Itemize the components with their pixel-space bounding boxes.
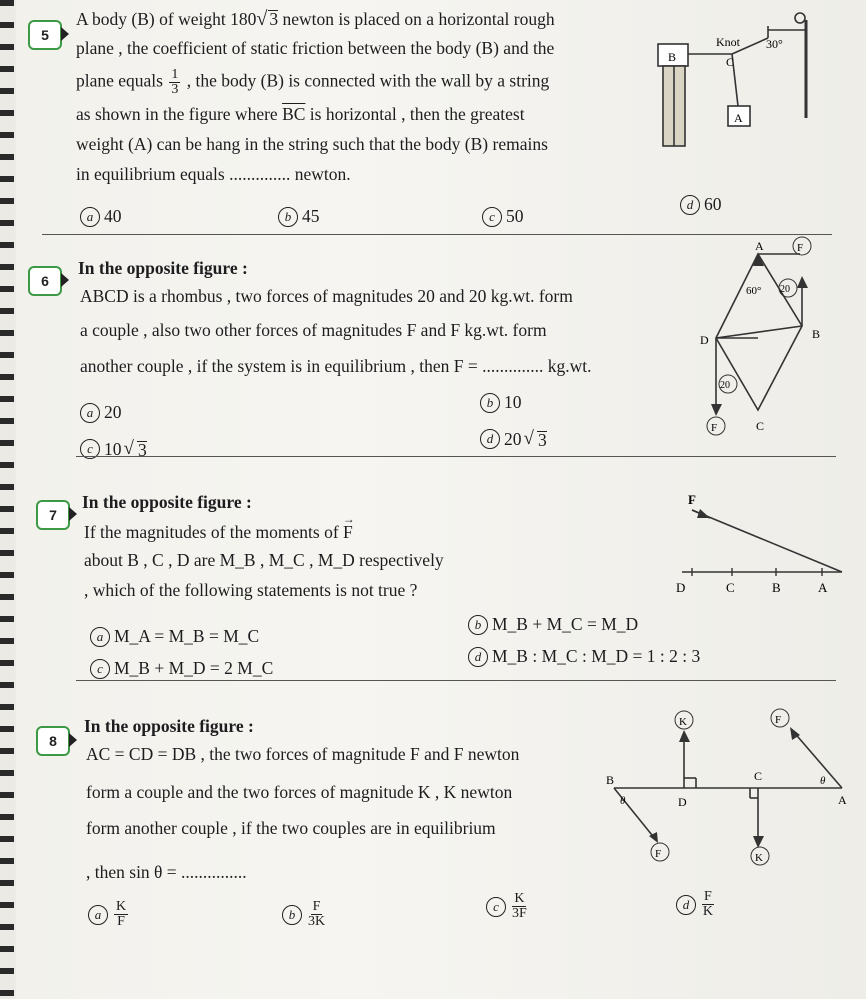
- q6-option-d[interactable]: d 20 √ 3: [480, 428, 547, 450]
- option-value: M_B + M_C = M_D: [492, 614, 639, 634]
- label-f-top: F: [797, 242, 804, 254]
- q8-line-3: form another couple , if the two couples are in equilibrium: [86, 818, 496, 838]
- label-20-top: 20: [780, 284, 790, 295]
- question-number-text: 6: [41, 273, 49, 289]
- option-value: 45: [302, 206, 320, 226]
- q6-line-1: ABCD is a rhombus , two forces of magnitudes 20 and 20 kg.wt. form: [80, 286, 573, 306]
- denominator: 3K: [308, 914, 326, 929]
- question-number-text: 5: [41, 27, 49, 43]
- q7-text: If the magnitudes of the moments of F: [84, 522, 353, 542]
- numerator: 1: [171, 67, 179, 82]
- option-letter: c: [482, 207, 502, 227]
- label-theta-right: θ: [820, 775, 826, 787]
- q8-line-2: form a couple and the two forces of magnitude K , K newton: [86, 782, 513, 802]
- q6-line-3: another couple , if the system is in equilibrium , then F = .............. kg.wt.: [80, 356, 592, 376]
- option-value: 40: [104, 206, 122, 226]
- numerator: K: [514, 891, 525, 906]
- option-letter: c: [80, 439, 100, 459]
- numerator: K: [116, 899, 127, 914]
- sqrt-value: 3: [269, 9, 279, 29]
- label-f-top: F: [775, 714, 782, 726]
- label-d: D: [700, 333, 709, 347]
- label-d: D: [676, 580, 686, 595]
- label-k-top: K: [679, 716, 687, 728]
- q5-text: as shown in the figure where: [76, 104, 283, 124]
- label-b: B: [812, 327, 821, 341]
- q8-line-1: AC = CD = DB , the two forces of magnitude F and F newton: [86, 744, 520, 764]
- option-value: M_B + M_D = 2 M_C: [114, 658, 274, 678]
- q6-option-c[interactable]: c 10 √ 3: [80, 438, 147, 460]
- label-a: A: [838, 793, 847, 807]
- denominator: 3F: [512, 906, 527, 921]
- option-letter: d: [676, 895, 696, 915]
- q8-figure: [16, 0, 866, 999]
- sqrt-value: 3: [137, 439, 147, 460]
- q5-line-1: A body (B) of weight 180√ 3 newton is placed on a horizontal rough: [76, 8, 555, 30]
- option-letter: d: [480, 429, 500, 449]
- force-f-right: [792, 730, 842, 788]
- option-letter: b: [282, 905, 302, 925]
- q7-heading: In the opposite figure :: [82, 492, 252, 512]
- q5-text: is horizontal , then the greatest: [305, 104, 525, 124]
- q5-line-5: weight (A) can be hang in the string such that the body (B) remains: [76, 134, 548, 154]
- label-f-bottom: F: [711, 422, 718, 434]
- label-30: 30°: [766, 37, 783, 51]
- denominator: F: [117, 914, 125, 929]
- label-c: C: [756, 419, 765, 433]
- label-c: C: [726, 580, 735, 595]
- denominator: K: [702, 904, 713, 919]
- label-c: C: [726, 55, 735, 69]
- numerator: F: [704, 889, 712, 904]
- sqrt-value: 3: [537, 429, 547, 450]
- option-value: 20: [504, 428, 522, 449]
- q8-line-4: , then sin θ = ...............: [86, 862, 247, 882]
- label-c: C: [754, 769, 763, 783]
- q6-line-2: a couple , also two other forces of magnitudes F and F kg.wt. form: [80, 320, 547, 340]
- label-d: D: [678, 795, 687, 809]
- label-f: F: [688, 492, 696, 507]
- option-value: 60: [704, 194, 722, 214]
- q7-line-3: , which of the following statements is not true ?: [84, 580, 418, 600]
- q5-line-6: in equilibrium equals .............. newton.: [76, 164, 351, 184]
- q5-text: A body (B) of weight 180: [76, 9, 257, 29]
- option-value: 10: [504, 392, 522, 412]
- option-letter: d: [680, 195, 700, 215]
- option-value: 20: [104, 402, 122, 422]
- q5-text: , the body (B) is connected with the wall by a string: [182, 70, 550, 91]
- vector-bc: $\overline{BC}$: [282, 104, 306, 124]
- option-letter: d: [468, 647, 488, 667]
- option-value: M_B : M_C : M_D = 1 : 2 : 3: [492, 646, 701, 666]
- numerator: F: [312, 899, 321, 914]
- label-a: A: [755, 239, 764, 253]
- q7-line-2: about B , C , D are M_B , M_C , M_D respectively: [84, 550, 444, 570]
- q5-line-2: plane , the coefficient of static friction between the body (B) and the: [76, 38, 555, 58]
- option-letter: b: [480, 393, 500, 413]
- option-letter: c: [90, 659, 110, 679]
- label-60: 60°: [746, 285, 762, 297]
- label-a: A: [818, 580, 828, 595]
- option-value: 10: [104, 438, 122, 459]
- option-letter: a: [80, 403, 100, 423]
- label-b: B: [772, 580, 781, 595]
- worksheet-page: [16, 0, 866, 999]
- label-20-bottom: 20: [720, 380, 730, 391]
- option-value: M_A = M_B = M_C: [114, 626, 260, 646]
- option-letter: b: [468, 615, 488, 635]
- label-f-bottom: F: [655, 848, 662, 860]
- q8-heading: In the opposite figure :: [84, 716, 254, 736]
- denominator: 3: [171, 82, 179, 97]
- q5-text: newton is placed on a horizontal rough: [278, 9, 555, 29]
- label-k-bottom: K: [755, 852, 763, 864]
- q6-heading: In the opposite figure :: [78, 258, 248, 278]
- label-knot: Knot: [716, 35, 740, 49]
- option-letter: a: [80, 207, 100, 227]
- option-letter: a: [88, 905, 108, 925]
- question-number-text: 8: [49, 733, 57, 749]
- binder-edge: [0, 0, 14, 999]
- label-a: A: [734, 111, 743, 125]
- question-number-text: 7: [49, 507, 57, 523]
- option-letter: b: [278, 207, 298, 227]
- q5-text: plane equals: [76, 70, 168, 91]
- option-value: 50: [506, 206, 524, 226]
- q7-line-1: If the magnitudes of the moments of F →: [84, 512, 355, 542]
- arrow-k-up: [679, 730, 690, 742]
- label-b: B: [668, 50, 677, 64]
- option-letter: c: [486, 897, 506, 917]
- label-theta-left: θ: [620, 795, 626, 807]
- label-b: B: [606, 773, 615, 787]
- arrow-k-down: [753, 836, 764, 848]
- option-letter: a: [90, 627, 110, 647]
